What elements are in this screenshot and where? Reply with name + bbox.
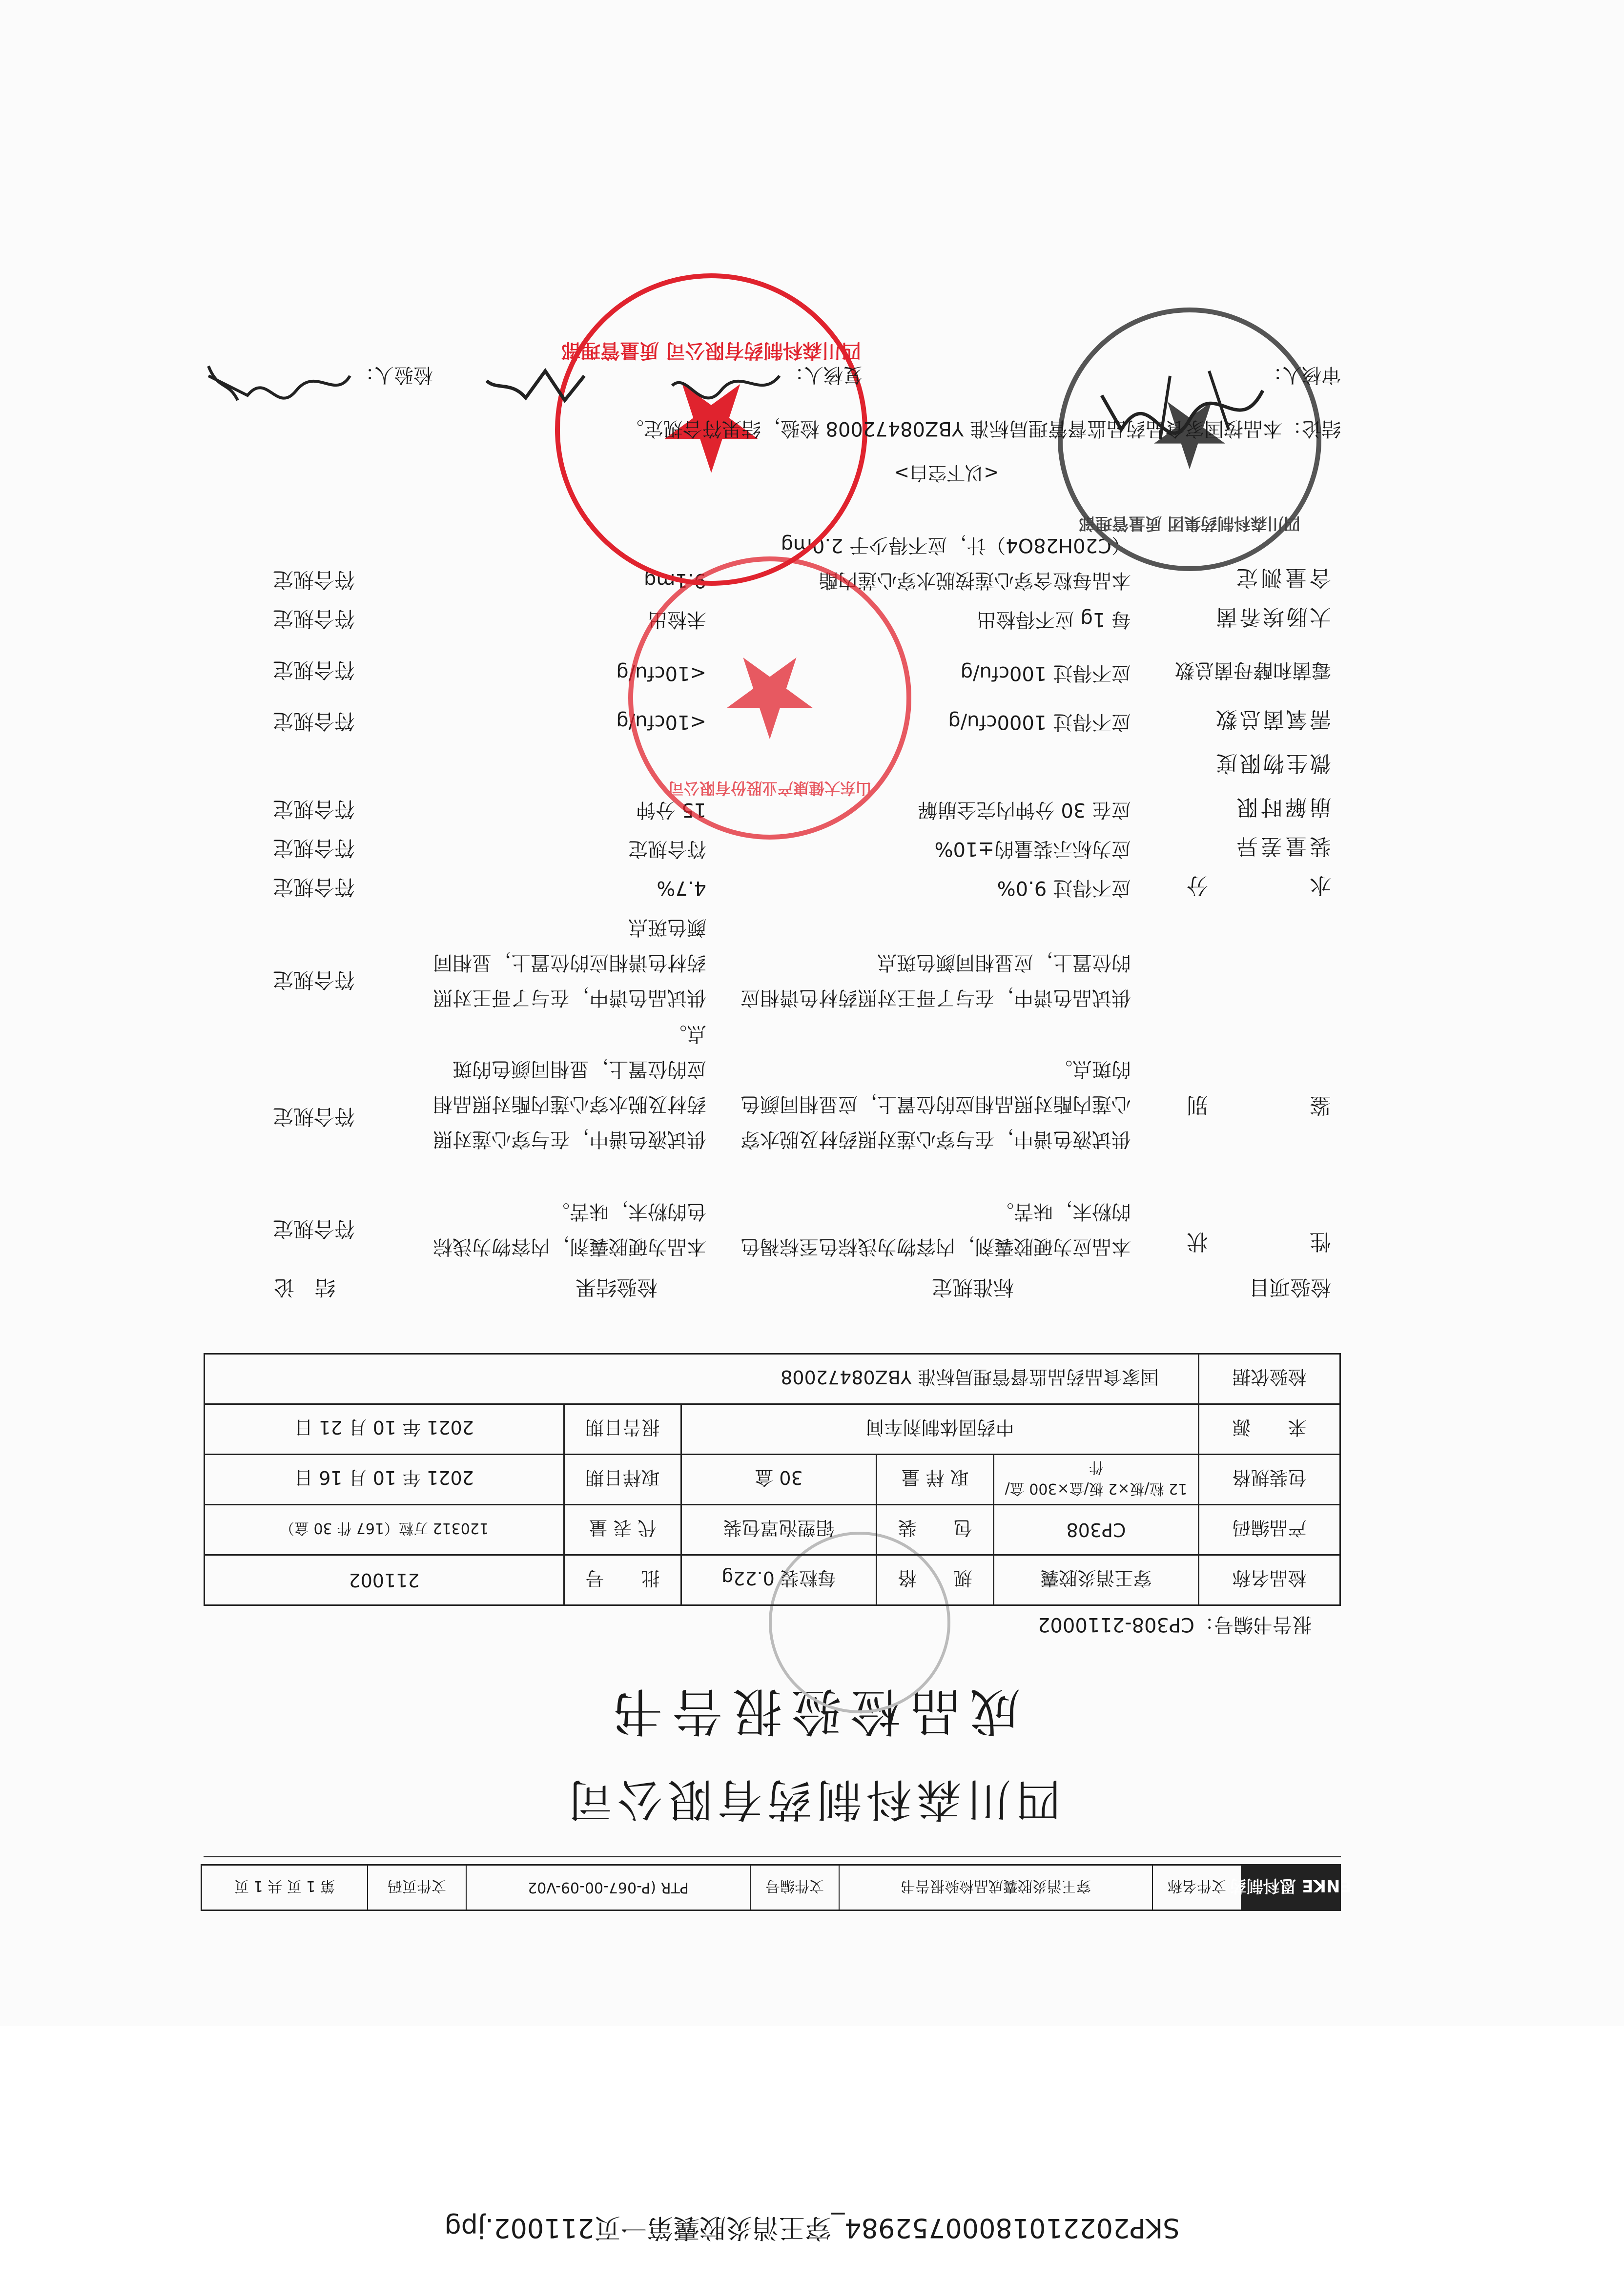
reviewer-signature xyxy=(1092,366,1268,449)
quality-seal-text: 四川森科制药有限公司 质量管理部 xyxy=(561,339,861,362)
file-code-label: 文件编号 xyxy=(750,1866,839,1910)
result-fill-variation: 符合规定 xyxy=(628,838,706,860)
standard-identification-2: 供试品色谱中，在与了哥王对照药材色谱相应的位置上，应显相同颜色斑点 xyxy=(740,951,1131,1009)
standard-moisture: 应不得过 9.0% xyxy=(997,877,1131,899)
seal-star-icon: ★ xyxy=(719,631,821,761)
sample-qty-label: 取 样 量 xyxy=(877,1455,994,1505)
result-identification-2: 供试品色谱中，在与了哥王对照药材色谱相应的位置上，显相同颜色斑点 xyxy=(433,916,706,1009)
result-mold-yeast: <10cfu/g xyxy=(616,662,706,684)
pack-spec-value: 12 粒/板×2 板/盒×300 盒/件 xyxy=(994,1455,1199,1505)
code-label: 产品编码 xyxy=(1199,1505,1340,1555)
item-disintegration: 崩解时限 xyxy=(1233,795,1331,820)
approver-mark-signature xyxy=(482,361,589,410)
verdict-fill-variation: 符合规定 xyxy=(272,836,355,860)
inspector-label: 检验人： xyxy=(355,364,433,386)
spec-value: 每粒装 0.22g xyxy=(681,1555,877,1605)
product-name-label: 检品名称 xyxy=(1199,1555,1340,1605)
document-header-strip xyxy=(201,1864,1352,1911)
table-row xyxy=(205,1455,1340,1505)
seal-star-icon: ★ xyxy=(656,356,766,498)
file-name-value: 穿王消炎胶囊成品检验报告书 xyxy=(839,1866,1152,1910)
package-value: 铝塑泡罩包装 xyxy=(681,1505,877,1555)
standard-e-coli: 每 1g 应不得检出 xyxy=(976,608,1131,631)
result-e-coli: 未检出 xyxy=(648,608,706,631)
file-code-value: PTR (P-067-00-09-V02 xyxy=(466,1866,750,1910)
conclusion: 结论：本品按国家食品药品监督管理局标准 YBZ08472008 检验，结果符合规定。 xyxy=(624,417,1341,440)
result-aerobic-count: <10cfu/g xyxy=(616,711,706,733)
header-item: 检验项目 xyxy=(1249,1275,1331,1299)
pack-spec-label: 包装规格 xyxy=(1199,1455,1340,1505)
file-page-value: 第 1 页 共 1 页 xyxy=(234,1877,335,1894)
table-row xyxy=(205,1354,1340,1404)
product-name-value: 穿王消炎胶囊 xyxy=(994,1555,1199,1605)
reviewer-label: 审核人： xyxy=(1263,364,1341,386)
report-number xyxy=(1038,1612,1312,1640)
result-assay: 9.1mg xyxy=(644,569,706,592)
verdict-disintegration: 符合规定 xyxy=(272,797,355,821)
result-appearance: 本品为硬胶囊剂，内容物为浅棕色的粉末，味苦。 xyxy=(433,1200,706,1258)
header-verdict: 结 论 xyxy=(273,1275,335,1299)
table-row xyxy=(205,1505,1340,1555)
verdict-moisture: 符合规定 xyxy=(272,875,355,899)
report-number-value: CP308-2110002 xyxy=(1038,1613,1194,1636)
code-value: CP308 xyxy=(994,1505,1199,1555)
sample-qty-value: 30 盒 xyxy=(681,1455,877,1505)
file-name-label: 文件名称 xyxy=(1152,1866,1241,1910)
file-page-label: 文件页码 xyxy=(367,1866,466,1910)
verdict-identification-2: 符合规定 xyxy=(272,968,355,992)
table-row xyxy=(205,1404,1340,1455)
representative-qty-label: 代 表 量 xyxy=(564,1505,681,1555)
batch-value: 211002 xyxy=(205,1555,564,1605)
standard-mold-yeast: 应不得过 100cfu/g xyxy=(960,662,1131,684)
basis-label: 检验依据 xyxy=(1199,1354,1340,1404)
item-identification: 鉴 别 xyxy=(1167,1092,1331,1117)
company-name: 四川森科制药有限公司 xyxy=(563,1773,1061,1826)
company-logo: ENKE 恩科制药 xyxy=(1241,1866,1339,1910)
item-aerobic-count: 需氧菌总数 xyxy=(1214,707,1331,732)
report-date-value: 2021 年 10 月 21 日 xyxy=(205,1404,564,1455)
source-label: 来 源 xyxy=(1199,1404,1340,1455)
result-disintegration: 15 分钟 xyxy=(636,799,706,821)
item-mold-yeast: 霉菌和酵母菌总数 xyxy=(1175,659,1331,681)
standard-assay: 本品每粒含穿心莲按脱水穿心莲内酯（C20H28O4）计，应不得少于 2.0mg xyxy=(781,534,1131,592)
standard-aerobic-count: 应不得过 1000cfu/g xyxy=(948,711,1131,733)
standard-appearance: 本品应为硬胶囊剂，内容物为浅棕色至棕褐色的粉末，味苦。 xyxy=(740,1200,1131,1258)
verdict-mold-yeast: 符合规定 xyxy=(272,658,355,682)
footer-filename: SKP20221018000752984_穿王消炎胶囊第一页211002.jpg xyxy=(444,2213,1180,2243)
item-assay: 含量测定 xyxy=(1233,565,1331,590)
product-info-table xyxy=(204,1353,1341,1606)
verdict-e-coli: 符合规定 xyxy=(272,607,355,631)
verdict-aerobic-count: 符合规定 xyxy=(272,709,355,733)
package-label: 包 装 xyxy=(877,1505,994,1555)
verdict-identification-1: 符合规定 xyxy=(272,1105,355,1129)
sample-date-value: 2021 年 10 月 16 日 xyxy=(205,1455,564,1505)
header-result: 检验结果 xyxy=(575,1275,658,1299)
standard-fill-variation: 应为标示装量的±10% xyxy=(934,838,1131,860)
item-microbial-limit: 微生物限度 xyxy=(1214,751,1331,776)
spec-label: 规 格 xyxy=(877,1555,994,1605)
checker-signature xyxy=(667,361,784,405)
item-fill-variation: 装量差异 xyxy=(1233,834,1331,859)
header-standard: 标准规定 xyxy=(931,1275,1014,1299)
document-title: 成品检验报告书 xyxy=(603,1682,1021,1741)
consortium-seal-text: 山东大健康产业股份有限公司 xyxy=(668,779,872,798)
representative-qty-value: 120312 万粒（167 件 30 盒） xyxy=(205,1505,564,1555)
batch-label: 批 号 xyxy=(564,1555,681,1605)
results-end-marker: <以下空白> xyxy=(894,462,999,484)
report-date-label: 报告日期 xyxy=(564,1404,681,1455)
basis-value: 国家食品药品监督管理局标准 YBZ08472008 xyxy=(205,1354,1199,1404)
standard-disintegration: 应在 30 分钟内完全崩解 xyxy=(918,799,1131,821)
group-seal-text: 四川森科制药集团 质量管理部 xyxy=(1079,514,1300,533)
checker-label: 复核人： xyxy=(784,364,863,386)
standard-identification-1: 供试液色谱中，在与穿心莲对照药材及脱水穿心莲内酯对照品相应的位置上，应显相同颜色的斑点。 xyxy=(740,1058,1131,1150)
item-e-coli: 大肠埃希菌 xyxy=(1214,604,1331,629)
report-number-label: 报告书编号： xyxy=(1194,1613,1312,1636)
table-row xyxy=(205,1555,1340,1605)
sample-date-label: 取样日期 xyxy=(564,1455,681,1505)
consortium-seal xyxy=(628,556,911,840)
item-appearance: 性 状 xyxy=(1167,1229,1331,1254)
seal-star-icon: ★ xyxy=(1148,380,1232,488)
inspector-signature xyxy=(199,356,355,410)
header-rule xyxy=(204,1856,1341,1857)
verdict-appearance: 符合规定 xyxy=(272,1217,355,1241)
result-identification-1: 供试液色谱中，在与穿心莲对照药材及脱水穿心莲内酯对照品相应的位置上，显相同颜色的斑点。 xyxy=(433,1023,706,1150)
item-moisture: 水 分 xyxy=(1167,873,1331,898)
verdict-assay: 符合规定 xyxy=(272,568,355,592)
result-moisture: 4.7% xyxy=(657,877,706,899)
source-value: 中药固体制剂车间 xyxy=(681,1404,1199,1455)
